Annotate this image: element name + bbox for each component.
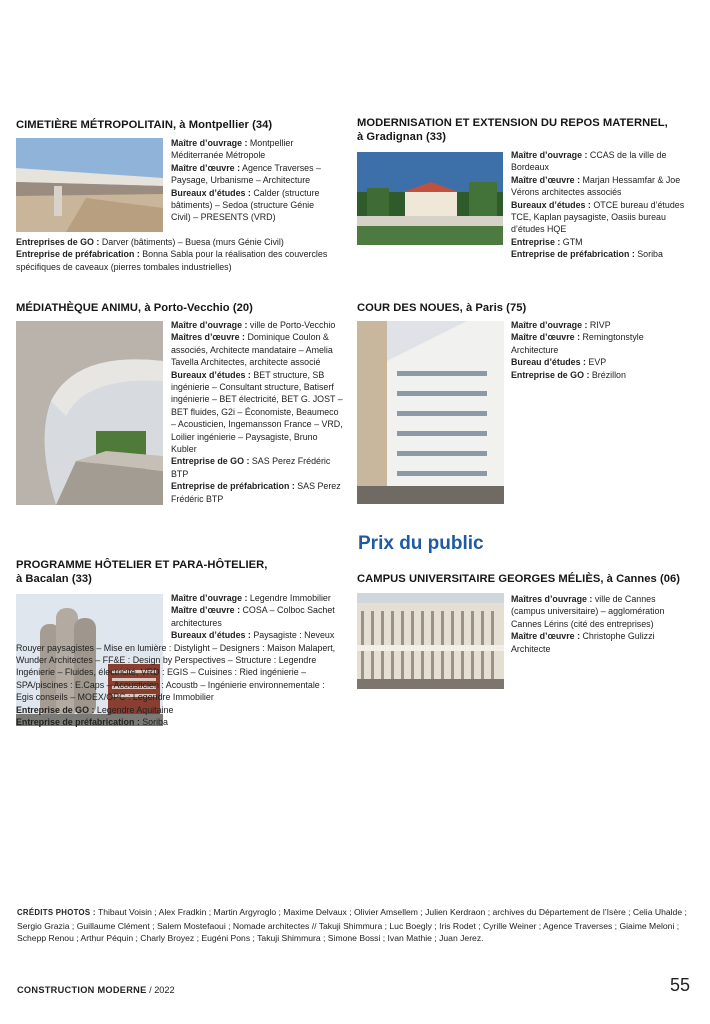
project-text: Maître d’ouvrage : ville de Porto-Vecchio Maîtres d’œuvre : Dominique Coulon & associés, Architecte mandataire – Amelia Tavella Architectes, architecte associé Bureaux d’études : BET structure, SB ingénierie – Consultant structure, Batiserf ingénierie – BET électricité, BET G. JOST – BET fluides, G2i – Économiste, Beaumeco – Acousticien, Ingemansson France – VRD, Loilier ingénierie – Paysagiste, Bruno Kubler Entreprise de GO : SAS Perez Frédéric BTP Entreprise de préfabrication : SAS Perez Frédéric BTP bbox=[171, 320, 343, 504]
project-cour-des-noues bbox=[357, 301, 697, 315]
photo-campus-melies bbox=[357, 593, 504, 689]
project-text: Maîtres d’ouvrage : ville de Cannes (campus universitaire) – agglomération Cannes Lérins (cité des entreprises) Maître d’œuvre : Christophe Gulizzi Architecte bbox=[511, 594, 665, 654]
project-text: Maître d’ouvrage : RIVP Maître d’œuvre : Remingtonstyle Architecture Bureau d’études : EVP Entreprise de GO : Brézillon bbox=[511, 320, 644, 380]
photo-mediatheque bbox=[16, 321, 163, 505]
footer-magazine: CONSTRUCTION MODERNE / 2022 bbox=[17, 985, 175, 995]
project-campus-melies bbox=[357, 572, 697, 586]
project-cimetiere bbox=[16, 118, 336, 132]
project-title: PROGRAMME HÔTELIER ET PARA-HÔTELIER, à Bacalan (33) bbox=[16, 559, 268, 585]
project-title: CAMPUS UNIVERSITAIRE GEORGES MÉLIÈS, à Cannes (06) bbox=[357, 573, 681, 585]
project-text-lower: Entreprises de GO : Darver (bâtiments) – Buesa (murs Génie Civil) Entreprise de préfabrication : Bonna Sabla pour la réalisation des couvercles spécifiques de caveaux (pierres tombales industrielles) bbox=[16, 237, 328, 272]
photo-cimetiere bbox=[16, 138, 163, 232]
project-repos-maternel bbox=[357, 116, 697, 144]
project-text: Maître d’ouvrage : Legendre Immobilier Maître d’œuvre : COSA – Colboc Sachet architectures Bureaux d’études : Paysagiste : Neveux Rouyer paysagistes – Mise en lumière : Distylight – Designers : Maison Malapert, Wunder Architectes – FF&E : Design by Perspectives – Structure : Legendre Ingénierie – Fluides, électricité, VRD : EGIS – Cuisines : Ried ingénierie – SPA/piscines : E.Caps – Acousticien : Acoustb – Ingénierie environnementale : Egis conseils – MOEX/OPC : Legendre Immobilier Entreprise de GO : Legendre Aquitaine Entreprise de préfabrication : Soriba bbox=[16, 593, 336, 728]
photo-cour-des-noues bbox=[357, 321, 504, 504]
project-bacalan bbox=[16, 558, 336, 586]
photo-repos-maternel bbox=[357, 152, 503, 245]
project-title: COUR DES NOUES, à Paris (75) bbox=[357, 302, 527, 314]
project-text-upper: Maître d’ouvrage : Montpellier Méditerranée Métropole Maître d’œuvre : Agence Traverses – Paysage, Urbanisme – Architecture Bureaux d’études : Calder (structure bâtiments) – Sedoa (structure Génie Civil) – PRESENTS (VRD) bbox=[171, 138, 321, 223]
prix-du-public-heading: Prix du public bbox=[358, 533, 484, 554]
project-title: MODERNISATION ET EXTENSION DU REPOS MATERNEL, à Gradignan (33) bbox=[357, 117, 668, 143]
project-title: CIMETIÈRE MÉTROPOLITAIN, à Montpellier (34) bbox=[16, 119, 273, 131]
project-text: Maître d’ouvrage : CCAS de la ville de Bordeaux Maître d’œuvre : Marjan Hessamfar & Joe Vérons architectes associés Bureaux d’études : OTCE bureau d’études TCE, Kaplan paysagiste, Oasiis bureau d’études HQE Entreprise : GTM Entreprise de préfabrication : Soriba bbox=[511, 150, 685, 260]
photo-credits: CRÉDITS PHOTOS : Thibaut Voisin ; Alex Fradkin ; Martin Argyroglo ; Maxime Delvaux ; Olivier Amsellem ; Julien Kerdraon ; archives du Département de l’Isère ; Celia Uhalde ; Sergio Grazia ; Guillaume Clément ; Salem Mostefaoui ; Nomade architectes // Takuji Shimmura ; Luc Boegly ; Iris Rodet ; Cyrille Weiner ; Agence Traverses ; Giaime Meloni ; Schepp Renou ; Arthur Péquin ; Charly Broyez ; Eugéni Pons ; Takuji Shimmura ; Simone Bossi ; Ivan Mathie ; Juan Jerez. bbox=[17, 907, 687, 944]
project-mediatheque bbox=[16, 301, 336, 315]
project-title: MÉDIATHÈQUE ANIMU, à Porto-Vecchio (20) bbox=[16, 302, 253, 314]
page-number: 55 bbox=[669, 975, 690, 995]
